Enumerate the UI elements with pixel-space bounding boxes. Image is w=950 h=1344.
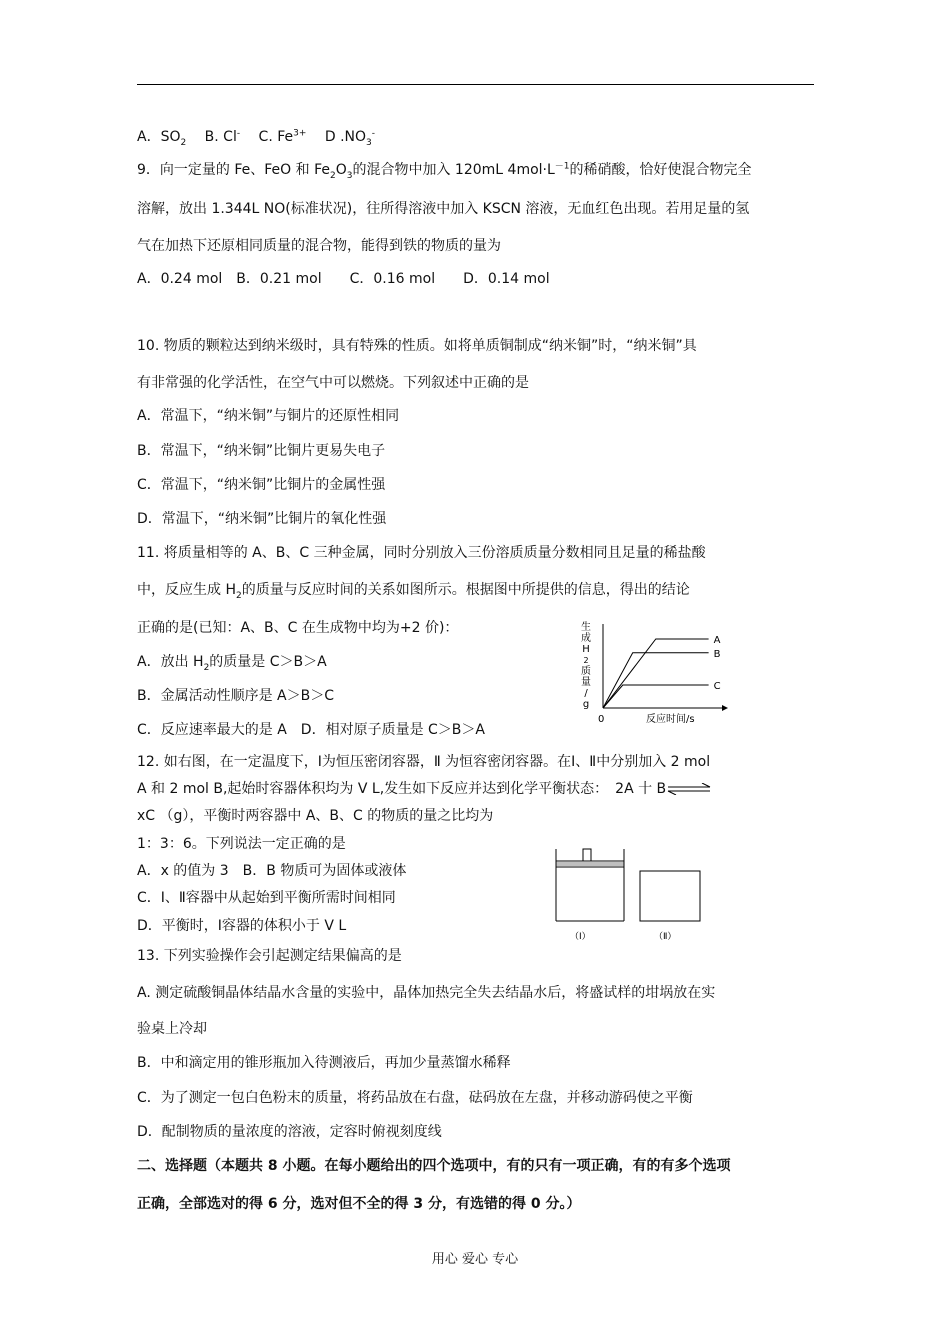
q12-line1: 12. 如右图，在一定温度下，Ⅰ为恒压密闭容器，Ⅱ 为恒容密闭容器。在Ⅰ、Ⅱ中分别加入 2 mol xyxy=(137,754,711,770)
series-line-c xyxy=(603,685,709,708)
ylabel-char: H xyxy=(582,644,590,655)
ylabel-char: 量 xyxy=(581,677,591,688)
q11-line2: 中，反应生成 $H_2$的质量与反应时间的关系如图所示。根据图中所提供的信息，得出的结论 xyxy=(137,582,690,601)
piston-rod xyxy=(583,849,591,861)
chart-series-group xyxy=(603,635,721,708)
q13-option-a-line1: A. 测定硫酸铜晶体结晶水含量的实验中，晶体加热完全失去结晶水后，将盛试样的坩埚放在实 xyxy=(137,985,716,1001)
q10-line2: 有非常强的化学活性，在空气中可以燃烧。下列叙述中正确的是 xyxy=(137,375,529,391)
h2-mass-vs-time-chart xyxy=(572,616,732,726)
containers-diagram xyxy=(552,845,712,945)
q11-line1: 11. 将质量相等的 A、B、C 三种金属，同时分别放入三份溶质质量分数相同且足量的稀盐酸 xyxy=(137,545,706,561)
q10-option-a: A．常温下，“纳米铜”与铜片的还原性相同 xyxy=(137,408,400,424)
q13-option-c: C．为了测定一包白色粉末的质量，将药品放在右盘，砝码放在左盘，并移动游码使之平衡 xyxy=(137,1090,693,1106)
equilibrium-arrow-icon xyxy=(666,783,712,795)
series-label-b: B xyxy=(713,648,721,660)
container-1-label: （Ⅰ） xyxy=(570,932,591,942)
chart-xlabel: 反应时间/s xyxy=(646,714,695,725)
q9-line1: 9．向一定量的 Fe、FeO 和 $Fe_2O_3$的混合物中加入 120mL $4mol\cdot L^{-1}$的稀硝酸，恰好使混合物完全 xyxy=(137,161,752,181)
q10-option-c: C．常温下，“纳米铜”比铜片的金属性强 xyxy=(137,477,386,493)
q13-stem: 13. 下列实验操作会引起测定结果偏高的是 xyxy=(137,948,402,964)
container-2-label: （Ⅱ） xyxy=(654,932,677,942)
ylabel-char: g xyxy=(582,699,590,710)
q11-line3: 正确的是(已知：A、B、C 在生成物中均为+2 价)： xyxy=(137,620,459,636)
chart-x-arrow xyxy=(722,705,728,711)
q12-line3: xC （g），平衡时两容器中 A、B、C 的物质的量之比均为 xyxy=(137,808,494,824)
header-rule xyxy=(137,84,814,85)
q9-line3: 气在加热下还原相同质量的混合物，能得到铁的物质的量为 xyxy=(137,238,501,254)
q12-option-d: D．平衡时，Ⅰ容器的体积小于 V L xyxy=(137,918,347,934)
piston xyxy=(556,861,624,867)
ylabel-char: 成 xyxy=(581,633,591,644)
q8-options: A．$SO_2$ B. Cl- C. $Fe^{3+}$ D $.NO_3^-$ xyxy=(137,128,376,148)
ylabel-char: 生 xyxy=(581,622,591,633)
q11-option-c-d: C．反应速率最大的是 A D．相对原子质量是 C＞B＞A xyxy=(137,722,485,738)
q13-option-d: D．配制物质的量浓度的溶液，定容时俯视刻度线 xyxy=(137,1124,442,1140)
q13-option-b: B．中和滴定用的锥形瓶加入待测液后，再加少量蒸馏水稀释 xyxy=(137,1055,511,1071)
chart-ylabel xyxy=(581,620,591,710)
q12-line2: A 和 2 mol B,起始时容器体积均为 V L,发生如下反应并达到化学平衡状态： 2A 十 B xyxy=(137,779,712,799)
q12-line4: 1：3：6。下列说法一定正确的是 xyxy=(137,836,346,852)
q11-option-a: A．放出 $H_2$的质量是 C＞B＞A xyxy=(137,654,327,673)
q10-option-b: B．常温下，“纳米铜”比铜片更易失电子 xyxy=(137,443,386,459)
q12-option-c: C．Ⅰ、Ⅱ容器中从起始到平衡所需时间相同 xyxy=(137,890,396,906)
q10-option-d: D．常温下，“纳米铜”比铜片的氧化性强 xyxy=(137,511,387,527)
section2-line1: 二、选择题（本题共 8 小题。在每小题给出的四个选项中，有的只有一项正确，有的有多个选项 xyxy=(137,1158,731,1174)
q10-line1: 10. 物质的颗粒达到纳米级时，具有特殊的性质。如将单质铜制成“纳米铜”时，“纳米铜”具 xyxy=(137,338,697,354)
series-label-a: A xyxy=(713,635,721,646)
page-footer: 用心 爱心 专心 xyxy=(431,1252,519,1267)
chart-origin-label: 0 xyxy=(598,714,605,725)
ylabel-char: 质 xyxy=(581,666,591,677)
q9-options: A．0.24 mol B．0.21 mol C．0.16 mol D．0.14 mol xyxy=(137,271,550,287)
container-2 xyxy=(640,871,700,921)
q13-option-a-line2: 验桌上冷却 xyxy=(137,1021,207,1037)
q9-line2: 溶解，放出 1.344L NO(标准状况)，往所得溶液中加入 KSCN 溶液，无血红色出现。若用足量的氢 xyxy=(137,201,750,217)
series-line-b xyxy=(603,653,709,708)
q11-option-b: B．金属活动性顺序是 A＞B＞C xyxy=(137,688,335,704)
series-line-a xyxy=(603,639,709,708)
container-1 xyxy=(556,849,624,921)
q12-option-a-b: A．x 的值为 3 B．B 物质可为固体或液体 xyxy=(137,863,407,879)
ylabel-char: 2 xyxy=(583,656,589,665)
section2-line2: 正确，全部选对的得 6 分，选对但不全的得 3 分，有选错的得 0 分。） xyxy=(137,1196,581,1212)
series-label-c: C xyxy=(713,681,721,692)
ylabel-char: / xyxy=(584,688,588,699)
